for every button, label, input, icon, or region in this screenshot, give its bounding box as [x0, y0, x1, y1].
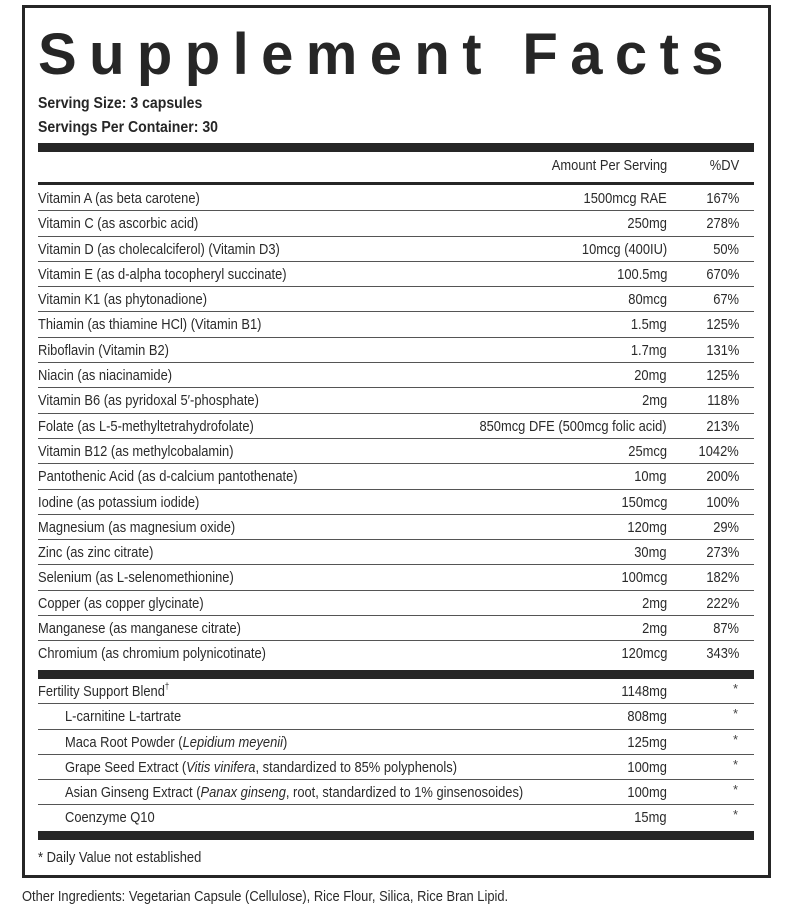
- ingredient-name: [65, 755, 457, 780]
- nutrient-name: Iodine (as potassium iodide): [38, 493, 200, 511]
- nutrient-name: Folate (as L-5-methyltetrahydrofolate): [38, 417, 254, 435]
- nutrient-row: [38, 312, 754, 337]
- nutrient-amount: 2mg: [641, 392, 667, 410]
- nutrient-row: [38, 388, 754, 413]
- ingredient-amount: 15mg: [634, 809, 667, 827]
- nutrient-amount: 850mcg DFE (500mcg folic acid): [479, 417, 667, 435]
- ingredient-amount: 808mg: [627, 708, 667, 726]
- nutrient-amount: 150mcg: [621, 493, 667, 511]
- blend-amount: 1148mg: [621, 683, 667, 700]
- nutrient-amount: 80mcg: [628, 291, 667, 309]
- nutrient-name: Vitamin B12 (as methylcobalamin): [38, 442, 234, 460]
- daily-value-footnote: * Daily Value not established: [38, 849, 202, 866]
- nutrient-table: [38, 186, 754, 667]
- asterisk-icon: *: [732, 782, 738, 798]
- thick-divider-top: [38, 143, 754, 152]
- thick-divider-blend: [38, 670, 754, 679]
- blend-ingredient-row: [38, 704, 754, 729]
- nutrient-row: [38, 338, 754, 363]
- nutrient-row: [38, 515, 754, 540]
- nutrient-name: Magnesium (as magnesium oxide): [38, 518, 236, 536]
- nutrient-name: Pantothenic Acid (as d-calcium pantothenate): [38, 468, 298, 486]
- nutrient-row: [38, 439, 754, 464]
- nutrient-amount: 1500mcg RAE: [583, 190, 667, 207]
- asterisk-icon: *: [732, 731, 738, 747]
- nutrient-dv: 50%: [713, 240, 739, 258]
- nutrient-row: [38, 616, 754, 641]
- nutrient-amount: 10mcg (400IU): [581, 240, 667, 258]
- nutrient-amount: 250mg: [627, 215, 667, 233]
- asterisk-icon: *: [732, 681, 738, 696]
- blend-ingredient-row: [38, 780, 754, 805]
- nutrient-name: Thiamin (as thiamine HCl) (Vitamin B1): [38, 316, 262, 334]
- ingredient-amount: 125mg: [627, 733, 667, 751]
- nutrient-name: Riboflavin (Vitamin B2): [38, 341, 169, 359]
- nutrient-dv: 67%: [713, 291, 739, 309]
- nutrient-name: Vitamin B6 (as pyridoxal 5′-phosphate): [38, 392, 259, 410]
- ingredient-amount: 100mg: [627, 784, 667, 802]
- nutrient-amount: 10mg: [634, 468, 667, 486]
- blend-row: [38, 679, 754, 704]
- blend-ingredient-row: [38, 755, 754, 780]
- nutrient-amount: 25mcg: [628, 442, 667, 460]
- ingredient-amount: 100mg: [627, 758, 667, 776]
- nutrient-name: Vitamin C (as ascorbic acid): [38, 215, 199, 233]
- ingredient-name-text: Grape Seed Extract (: [65, 758, 187, 776]
- amount-column-header: Amount Per Serving: [551, 157, 667, 174]
- nutrient-amount: 2mg: [641, 594, 667, 612]
- nutrient-dv: 125%: [705, 316, 739, 334]
- nutrient-amount: 120mcg: [621, 645, 667, 663]
- dagger-mark: †: [164, 681, 170, 691]
- nutrient-row: [38, 186, 754, 211]
- nutrient-dv: 343%: [705, 645, 739, 663]
- ingredient-name: [65, 780, 523, 805]
- nutrient-name: Chromium (as chromium polynicotinate): [38, 645, 266, 663]
- nutrient-amount: 20mg: [634, 367, 667, 385]
- nutrient-name: Vitamin K1 (as phytonadione): [38, 291, 208, 309]
- ingredient-name: [65, 730, 287, 755]
- other-ingredients: Other Ingredients: Vegetarian Capsule (Cellulose), Rice Flour, Silica, Rice Bran Lipid.: [22, 888, 509, 905]
- dv-column-header: %DV: [709, 157, 739, 174]
- nutrient-dv: 167%: [705, 190, 739, 207]
- nutrient-name: Zinc (as zinc citrate): [38, 544, 154, 562]
- nutrient-amount: 1.5mg: [631, 316, 667, 334]
- ingredient-name-text: Coenzyme Q10: [65, 809, 155, 827]
- nutrient-dv: 131%: [705, 341, 739, 359]
- nutrient-row: [38, 262, 754, 287]
- nutrient-dv: 278%: [705, 215, 739, 233]
- nutrient-row: [38, 591, 754, 616]
- nutrient-row: [38, 565, 754, 590]
- nutrient-amount: 120mg: [627, 518, 667, 536]
- nutrient-dv: 213%: [705, 417, 739, 435]
- ingredient-name-detail: , standardized to 85% polyphenols): [255, 758, 458, 776]
- nutrient-name: Manganese (as manganese citrate): [38, 620, 241, 638]
- nutrient-name: Copper (as copper glycinate): [38, 594, 204, 612]
- blend-table: [38, 679, 754, 831]
- ingredient-latin-name: Panax ginseng: [200, 784, 286, 802]
- ingredient-name-detail: , root, standardized to 1% ginsenosoides): [285, 784, 524, 802]
- ingredient-latin-name: Vitis vinifera: [186, 758, 256, 776]
- ingredient-name: [65, 704, 181, 729]
- supplement-facts-panel: [22, 5, 771, 878]
- nutrient-dv: 125%: [705, 367, 739, 385]
- asterisk-icon: *: [732, 807, 738, 823]
- nutrient-dv: 87%: [713, 620, 739, 638]
- nutrient-dv: 200%: [705, 468, 739, 486]
- nutrient-row: [38, 237, 754, 262]
- nutrient-dv: 118%: [706, 392, 739, 410]
- servings-per-container: Servings Per Container: 30: [38, 119, 218, 136]
- nutrient-amount: 100mcg: [621, 569, 667, 587]
- nutrient-amount: 100.5mg: [616, 265, 667, 283]
- blend-ingredient-row: [38, 805, 754, 830]
- nutrient-row: [38, 363, 754, 388]
- thick-divider-bottom: [38, 831, 754, 840]
- ingredient-name: [65, 805, 155, 830]
- nutrient-dv: 182%: [705, 569, 739, 587]
- nutrient-name: Vitamin D (as cholecalciferol) (Vitamin D3): [38, 240, 280, 258]
- ingredient-latin-name: Lepidium meyenii: [182, 733, 283, 751]
- nutrient-row: [38, 414, 754, 439]
- panel-title: Supplement Facts: [38, 22, 736, 87]
- nutrient-amount: 30mg: [634, 544, 667, 562]
- ingredient-name-text: L-carnitine L-tartrate: [65, 708, 182, 726]
- serving-size: Serving Size: 3 capsules: [38, 95, 203, 112]
- nutrient-dv: 670%: [705, 265, 739, 283]
- nutrient-amount: 2mg: [641, 620, 667, 638]
- nutrient-name: Vitamin E (as d-alpha tocopheryl succinate): [38, 265, 287, 283]
- nutrient-name: Selenium (as L-selenomethionine): [38, 569, 234, 587]
- nutrient-amount: 1.7mg: [631, 341, 667, 359]
- nutrient-dv: 100%: [705, 493, 739, 511]
- nutrient-row: [38, 641, 754, 666]
- asterisk-icon: *: [732, 706, 738, 722]
- ingredient-name-text: Asian Ginseng Extract (: [65, 784, 201, 802]
- nutrient-dv: 1042%: [698, 442, 739, 460]
- asterisk-icon: *: [732, 756, 738, 772]
- ingredient-name-text: Maca Root Powder (: [65, 733, 183, 751]
- nutrient-dv: 29%: [713, 518, 739, 536]
- blend-name: [38, 679, 169, 704]
- nutrient-row: [38, 464, 754, 489]
- nutrient-row: [38, 490, 754, 515]
- blend-ingredient-row: [38, 730, 754, 755]
- blend-name-text: Fertility Support Blend: [38, 683, 165, 700]
- ingredient-name-detail: ): [282, 733, 288, 751]
- nutrient-dv: 222%: [705, 594, 739, 612]
- nutrient-row: [38, 540, 754, 565]
- nutrient-name: Niacin (as niacinamide): [38, 367, 173, 385]
- header-divider: [38, 182, 754, 185]
- nutrient-row: [38, 211, 754, 236]
- nutrient-row: [38, 287, 754, 312]
- column-header-row: [38, 152, 754, 180]
- nutrient-name: Vitamin A (as beta carotene): [38, 190, 200, 207]
- nutrient-dv: 273%: [705, 544, 739, 562]
